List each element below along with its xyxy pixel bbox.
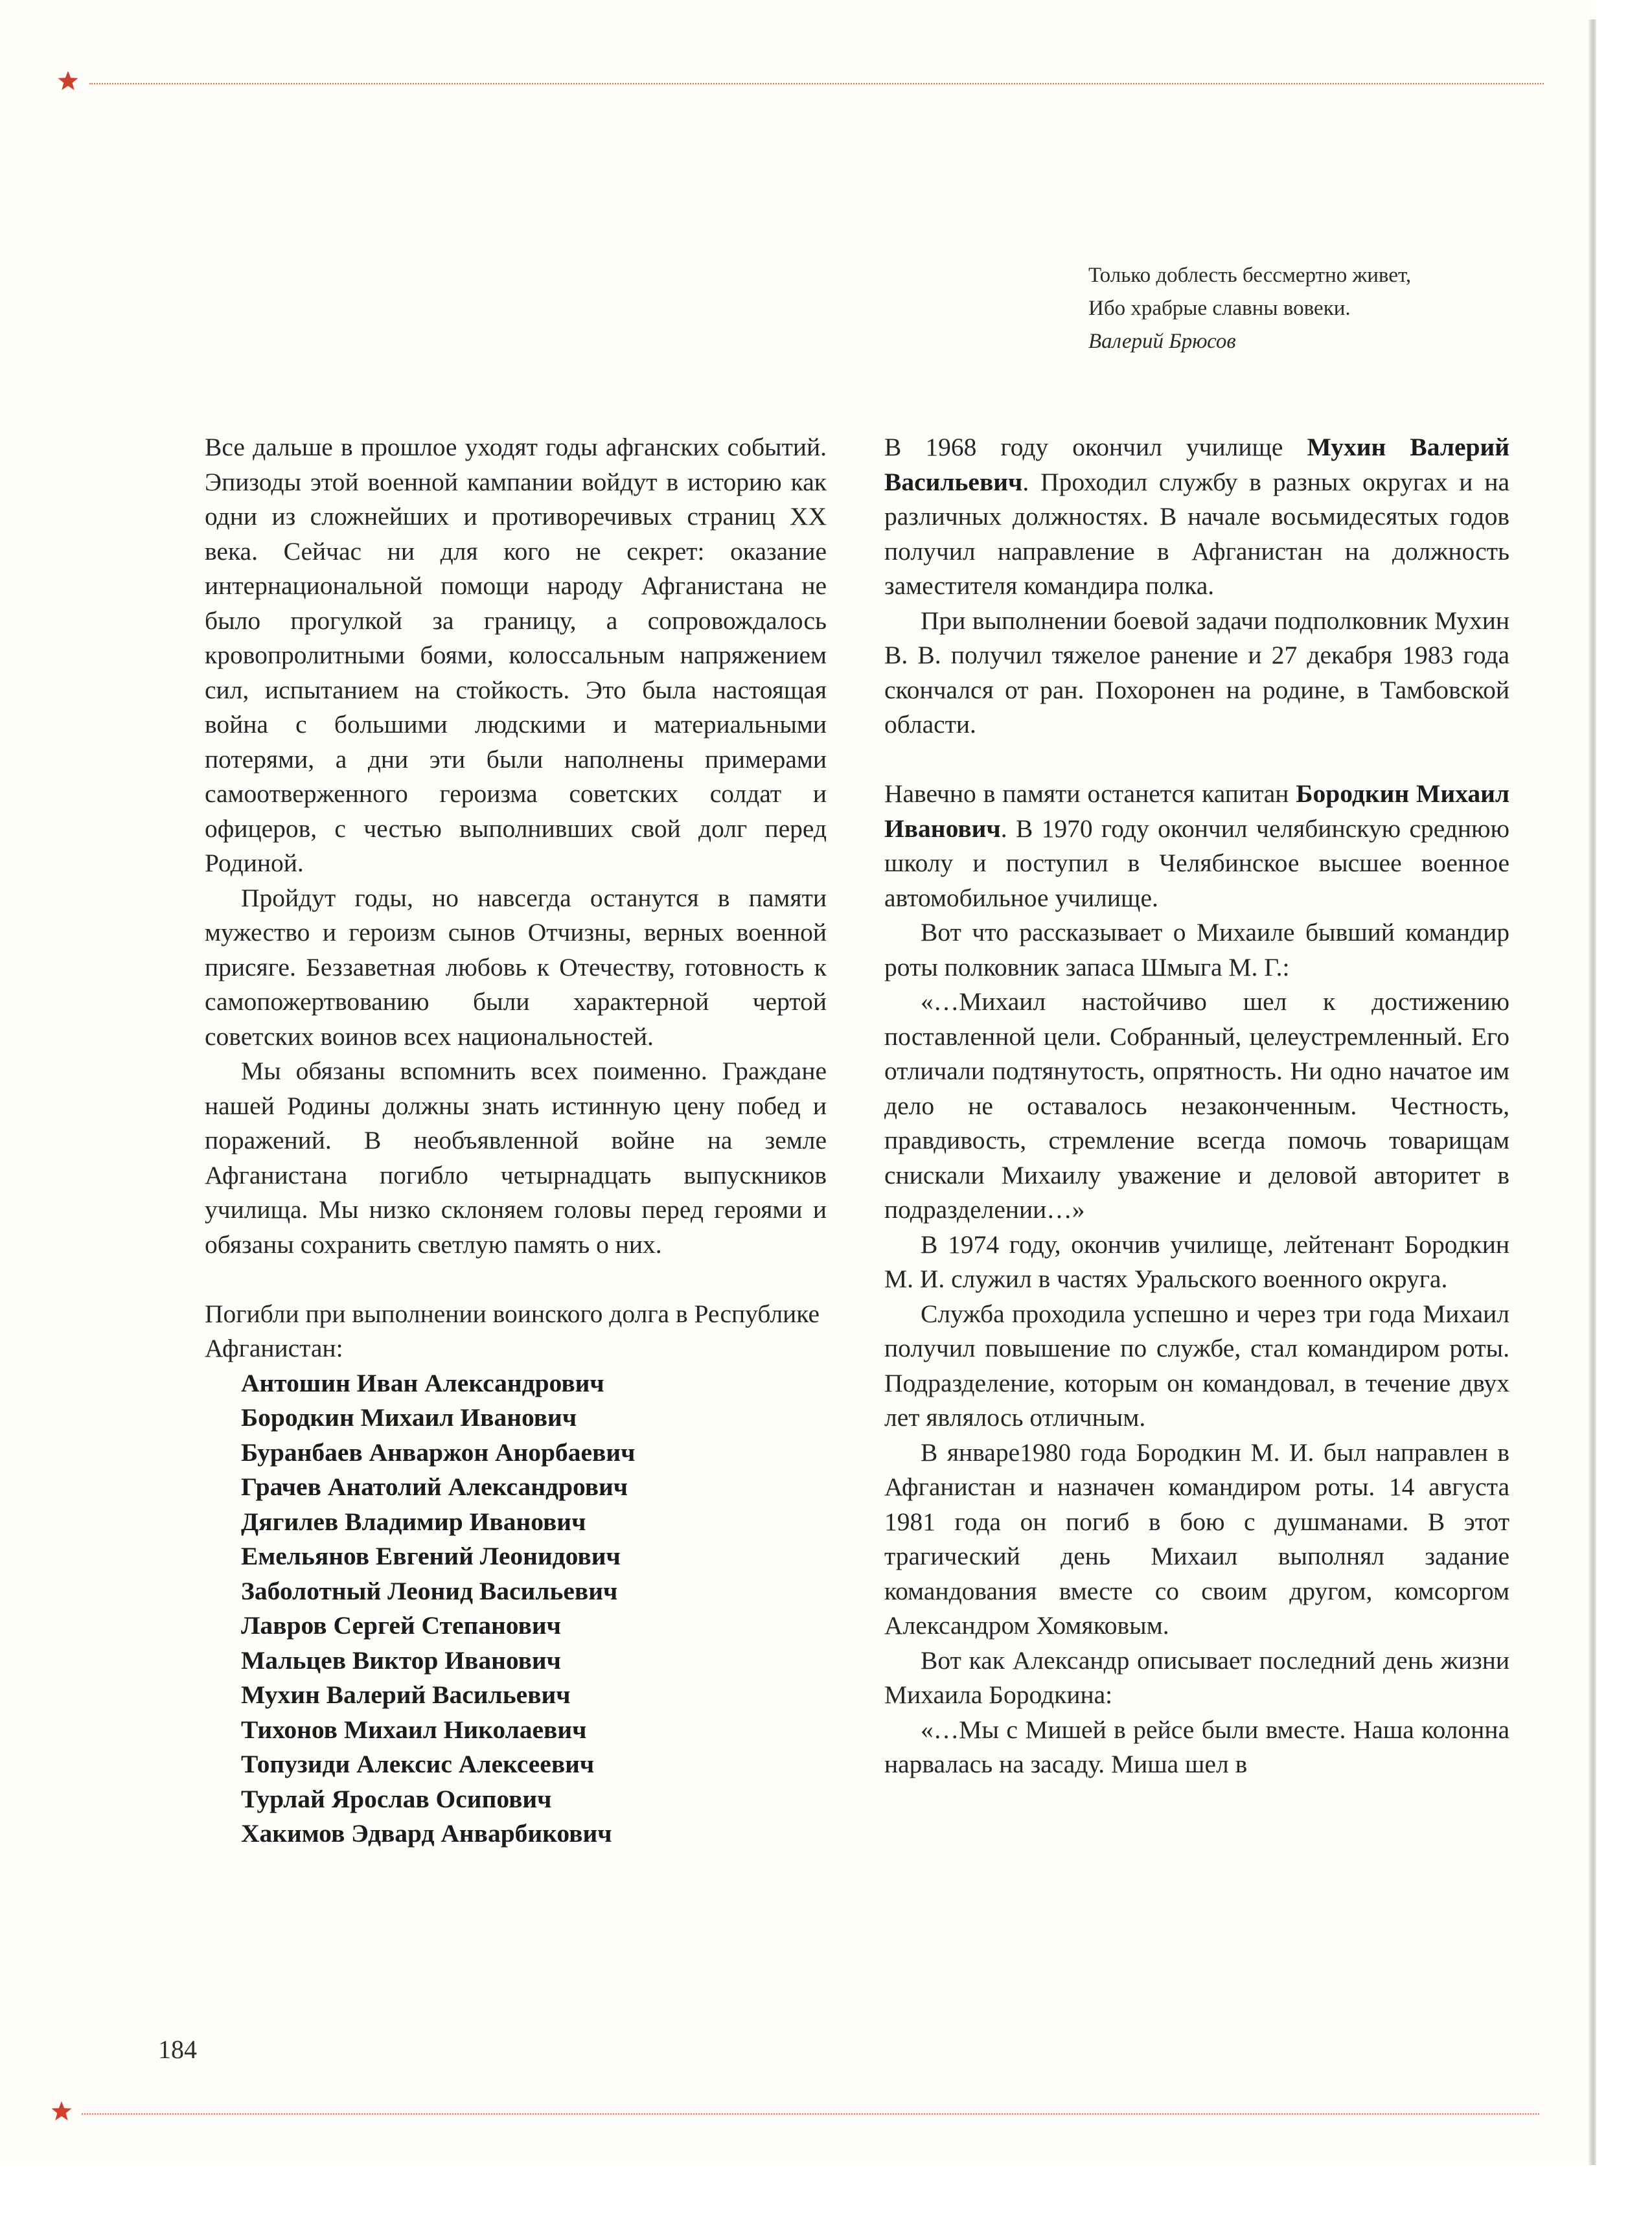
list-item: Тихонов Михаил Николаевич bbox=[241, 1715, 587, 1744]
page-gutter-edge bbox=[1589, 19, 1596, 2165]
star-icon bbox=[57, 70, 79, 92]
epigraph-author: Валерий Брюсов bbox=[1088, 330, 1236, 353]
epigraph-line: Только доблесть бессмертно живет, bbox=[1088, 264, 1412, 287]
quote-paragraph: «…Михаил настойчиво шел к достижению поставленной цели. Собранный, целеустремленный. Его отличали подтянутость, опрятность. Ни одно начатое им дело не оставалось незаконченным. Честность, правдивость, стремление всегда помочь товарищам снискали Михаилу уважение и деловой авторитет в подразделении…» bbox=[884, 987, 1509, 1224]
text-span: В 1968 году окончил училище bbox=[884, 433, 1307, 461]
divider-line bbox=[82, 2113, 1539, 2115]
paragraph-borodkin-intro bbox=[884, 777, 1509, 915]
list-item: Бородкин Михаил Иванович bbox=[241, 1403, 577, 1432]
page-number: 184 bbox=[158, 2035, 197, 2064]
quote-paragraph: «…Мы с Мишей в рейсе были вместе. Наша колонна нарвалась на засаду. Миша шел в bbox=[884, 1715, 1509, 1778]
paragraph: В 1974 году, окончив училище, лейтенант Бородкин М. И. служил в частях Уральского военного округа. bbox=[884, 1230, 1509, 1293]
list-item: Антошин Иван Александрович bbox=[241, 1368, 604, 1397]
star-icon bbox=[51, 2100, 73, 2122]
paragraph: Служба проходила успешно и через три года Михаил получил повышение по службе, стал командиром роты. Подразделение, которым он командовал, в течение двух лет являлось отличным. bbox=[884, 1299, 1509, 1432]
paragraph: Все дальше в прошлое уходят годы афганских событий. Эпизоды этой военной кампании войдут в историю как одни из сложнейших и противоречивых страниц XX века. Сейчас ни для кого не секрет: оказание интернациональной помощи народу Афганистана не было прогулкой за границу, а сопровождалось кровопролитными боями, колоссальным напряжением сил, испытанием на стойкость. Это была настоящая война с большими людскими и материальными потерями, а дни эти были наполнены примерами самоотверженного героизма советских солдат и офицеров, с честью выполнивших свой долг перед Родиной. bbox=[205, 433, 827, 877]
paragraph: Пройдут годы, но навсегда останутся в памяти мужество и героизм сынов Отчизны, верных военной присяге. Беззаветная любовь к Отечеству, готовность к самопожертвованию были характерной чертой советских воинов всех национальностей. bbox=[205, 883, 827, 1051]
paragraph: Мы обязаны вспомнить всех поименно. Граждане нашей Родины должны знать истинную цену побед и поражений. В необъявленной войне на земле Афганистана погибло четырнадцать выпускников училища. Мы низко склоняем головы перед героями и обязаны сохранить светлую память о них. bbox=[205, 1057, 827, 1259]
paragraph: Вот как Александр описывает последний день жизни Михаила Бородкина: bbox=[884, 1645, 1509, 1709]
list-item: Хакимов Эдвард Анварбикович bbox=[241, 1819, 612, 1848]
list-item: Буранбаев Анваржон Анорбаевич bbox=[241, 1438, 636, 1467]
fallen-names-list bbox=[205, 1366, 827, 1851]
paragraph-mukhin-intro bbox=[884, 430, 1509, 604]
list-item: Турлай Ярослав Осипович bbox=[241, 1784, 552, 1813]
list-item: Заболотный Леонид Васильевич bbox=[241, 1576, 618, 1605]
list-item: Мухин Валерий Васильевич bbox=[241, 1680, 571, 1709]
top-rule bbox=[0, 70, 1555, 96]
text-span: . Проходил службу в разных округах и на различных должностях. В начале восьмидесятых годов получил направление в Афганистан на должность заместителя командира полка. bbox=[884, 467, 1509, 600]
text-span: Навечно в памяти останется капитан bbox=[884, 779, 1296, 808]
list-item: Емельянов Евгений Леонидович bbox=[241, 1542, 621, 1570]
list-item: Лавров Сергей Степанович bbox=[241, 1611, 561, 1640]
paragraph: В январе1980 года Бородкин М. И. был направлен в Афганистан и назначен командиром роты. 14 августа 1981 года он погиб в бою с душманами. В этот трагический день Михаил выполнял задание командования вместе со своим другом, комсоргом Александром Хомяковым. bbox=[884, 1438, 1509, 1640]
paragraph: При выполнении боевой задачи подполковник Мухин В. В. получил тяжелое ранение и 27 декабря 1983 года скончался от ран. Похоронен на родине, в Тамбовской области. bbox=[884, 606, 1509, 739]
left-column bbox=[205, 430, 827, 1851]
right-column bbox=[884, 430, 1509, 1782]
divider-line bbox=[89, 83, 1544, 84]
list-intro: Погибли при выполнении воинского долга в Республике Афганистан: bbox=[205, 1299, 820, 1362]
bold-name: Мухин Валерий Васильевич bbox=[884, 433, 1509, 496]
epigraph-line: Ибо храбрые славны вовеки. bbox=[1088, 297, 1351, 320]
bold-name: Бородкин Михаил Иванович bbox=[884, 779, 1509, 843]
list-item: Мальцев Виктор Иванович bbox=[241, 1645, 561, 1675]
bottom-rule bbox=[0, 2100, 1555, 2126]
paragraph: Вот что рассказывает о Михаиле бывший командир роты полковник запаса Шмыга М. Г.: bbox=[884, 918, 1509, 981]
list-item: Грачев Анатолий Александрович bbox=[241, 1473, 628, 1501]
list-item: Топузиди Алексис Алексеевич bbox=[241, 1750, 595, 1778]
list-item: Дягилев Владимир Иванович bbox=[241, 1507, 586, 1536]
text-span: . В 1970 году окончил челябинскую среднюю школу и поступил в Челябинское высшее военное автомобильное училище. bbox=[884, 814, 1509, 912]
epigraph bbox=[1088, 259, 1542, 358]
